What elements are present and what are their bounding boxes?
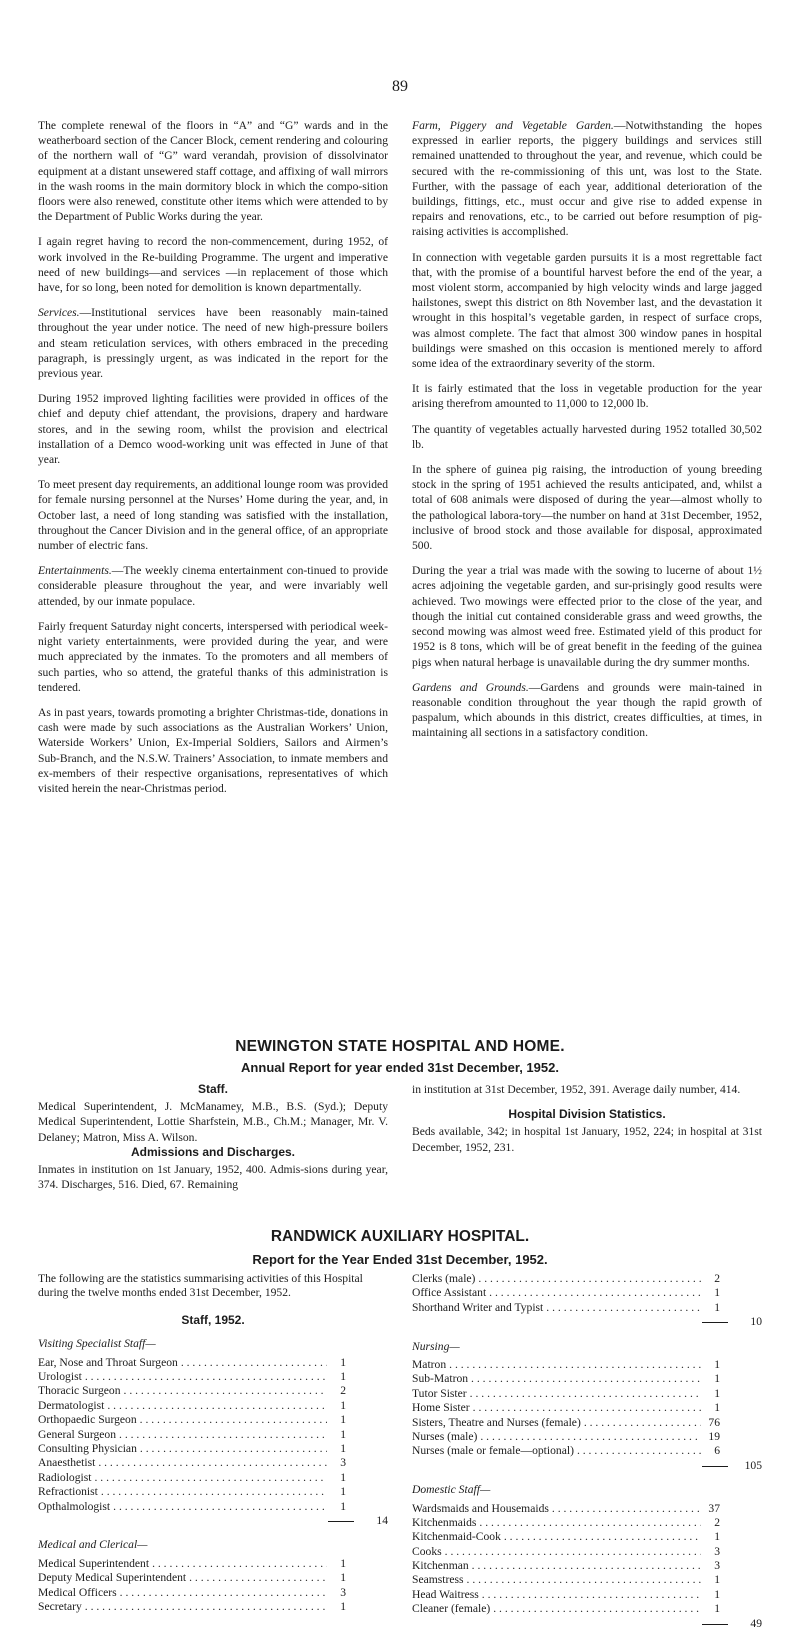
- staff-row: [412, 1430, 762, 1444]
- paragraph-text: In connection with vegetable garden pursuits it is a most regrettable fact that, with the promise of a bountiful harvest before the end of the year, a most violent storm, accompanied by high velocity winds and large jagged hailstones, swept this district on 8th November last, and the devastation it wrought in this hospital’s vegetable garden, in respect of surface crops, was almost complete. The fact that almost 300 window panes in hospital buildings were smashed on this occasion is mentioned merely to afford some idea of the extraordinary severity of the storm.: [412, 250, 762, 371]
- dot-leader: [98, 1456, 327, 1470]
- staff-role: Thoracic Surgeon: [38, 1384, 121, 1398]
- paragraph-text: —The weekly cinema entertainment con-tinued to provide considerable pleasure throughout the year, and were invariably well attended, by our inmate populace.: [38, 564, 388, 608]
- staff-count: 3: [340, 1456, 346, 1470]
- newington-admissions-text: Inmates in institution on 1st January, 1952, 400. Admis-sions during year, 374. Discharges, 516. Died, 67. Remaining: [38, 1163, 388, 1192]
- staff-count: 1: [340, 1370, 346, 1384]
- staff-role: Nurses (male or female—optional): [412, 1444, 574, 1458]
- staff-role: Cleaner (female): [412, 1602, 491, 1616]
- dot-leader: [94, 1471, 327, 1485]
- staff-row: [412, 1502, 762, 1516]
- staff-count: 1: [340, 1485, 346, 1499]
- paragraph-lead: Gardens and Grounds.: [412, 680, 529, 694]
- paragraph-text: —Notwithstanding the hopes expressed in earlier reports, the piggery buildings and services still remained unattended to throughout the year, and revenue, which could be secured with the re-commissioning of this unt, was lost to the State. Further, with the passage of each year, additional deterioration of the buildings, fittings, etc., must occur and give rise to added expense in repairs and renovations, etc., to be carried out before resumption of pig-raising activities is accomplished.: [412, 119, 762, 239]
- staff-row: [38, 1356, 388, 1370]
- staff-role: Office Assistant: [412, 1286, 487, 1300]
- dot-leader: [546, 1301, 701, 1315]
- staff-row: [412, 1588, 762, 1602]
- staff-count: 1: [714, 1300, 720, 1314]
- newington-subtitle: Annual Report for year ended 31st December, 1952.: [241, 1060, 559, 1075]
- staff-role: Dermatologist: [38, 1398, 105, 1412]
- group-total: [412, 1315, 762, 1329]
- newington-staff-heading: Staff.: [198, 1082, 228, 1096]
- dot-leader: [101, 1485, 327, 1499]
- paragraph: [38, 619, 388, 695]
- paragraph-text: As in past years, towards promoting a brighter Christmas-tide, donations in cash were made by such associations as the Australian Workers’ Union, Waterside Workers’ Union, Ex-Imperial Soldiers, Sailors and Airmen’s Sub-Branch, and the N.S.W. Trainers’ Association, to inmate members and ex-members of their respective organisations, representatives of which visited herein the near-Christmas period.: [38, 705, 388, 795]
- staff-count: 1: [340, 1413, 346, 1427]
- dot-leader: [152, 1557, 327, 1571]
- staff-count: 1: [340, 1427, 346, 1441]
- dot-leader: [107, 1399, 327, 1413]
- staff-row: [38, 1600, 388, 1614]
- paragraph: [412, 422, 762, 452]
- report-body-columns: [38, 118, 762, 806]
- staff-role: Radiologist: [38, 1470, 92, 1484]
- dot-leader: [471, 1372, 701, 1386]
- paragraph: [38, 563, 388, 609]
- paragraph-lead: Services.: [38, 306, 80, 320]
- randwick-section: [38, 1272, 762, 1631]
- randwick-left: [38, 1272, 388, 1631]
- staff-count: 1: [714, 1530, 720, 1544]
- staff-role: Sub-Matron: [412, 1372, 469, 1386]
- staff-row: [38, 1442, 388, 1456]
- total-value: 105: [744, 1458, 762, 1472]
- staff-role: Clerks (male): [412, 1272, 476, 1285]
- dot-leader: [85, 1370, 327, 1384]
- staff-role: Home Sister: [412, 1401, 470, 1415]
- staff-row: [38, 1413, 388, 1427]
- dot-leader: [479, 1516, 701, 1530]
- newington-admissions-heading: Admissions and Discharges.: [130, 1144, 296, 1159]
- dot-leader: [124, 1384, 327, 1398]
- staff-role: Secretary: [38, 1599, 82, 1613]
- total-rule: [328, 1521, 354, 1528]
- staff-role: Orthopaedic Surgeon: [38, 1413, 137, 1427]
- staff-row: [38, 1428, 388, 1442]
- staff-count: 1: [340, 1355, 346, 1369]
- paragraph: [412, 250, 762, 372]
- staff-row: [38, 1557, 388, 1571]
- total-rule: [702, 1322, 728, 1329]
- staff-count: 1: [340, 1599, 346, 1613]
- staff-count: 1: [714, 1357, 720, 1371]
- newington-left: [38, 1082, 388, 1192]
- staff-role: Seamstress: [412, 1573, 464, 1587]
- staff-count: 1: [714, 1602, 720, 1616]
- paragraph-lead: Entertainments.: [38, 564, 112, 578]
- staff-row: [412, 1416, 762, 1430]
- staff-row: [412, 1401, 762, 1415]
- dot-leader: [472, 1559, 701, 1573]
- paragraph-text: —Institutional services have been reasonably main-tained throughout the year under notice. The need of new high-pressure boilers and steam reticulation services, with others embraced in the preceding paragraph, is pressingly urgent, as was indicated in the report for the previous year.: [38, 306, 388, 381]
- staff-count: 1: [340, 1398, 346, 1412]
- paragraph: [38, 705, 388, 796]
- staff-count: 1: [714, 1587, 720, 1601]
- paragraph-lead: Farm, Piggery and Vegetable Garden.: [412, 119, 614, 132]
- dot-leader: [119, 1428, 327, 1442]
- dot-leader: [489, 1286, 701, 1300]
- staff-count: 37: [708, 1501, 720, 1515]
- staff-row: [38, 1456, 388, 1470]
- dot-leader: [504, 1530, 701, 1544]
- dot-leader: [467, 1573, 701, 1587]
- staff-role: Kitchenmaid-Cook: [412, 1530, 501, 1544]
- staff-row: [412, 1573, 762, 1587]
- staff-role: Refractionist: [38, 1485, 98, 1499]
- staff-row: [412, 1372, 762, 1386]
- total-value: 10: [750, 1315, 762, 1329]
- staff-role: Shorthand Writer and Typist: [412, 1300, 544, 1314]
- total-rule: [702, 1466, 728, 1473]
- staff-count: 3: [714, 1559, 720, 1573]
- paragraph-text: In the sphere of guinea pig raising, the introduction of young breeding stock in the spring of 1951 achieved the results anticipated, and, whilst a total of 608 animals were disposed of during the year—almost wholly to the pathological labora-tory—the number on hand at 31st December, 1952, inclusive of brood stock and those available for disposal, approximated 500.: [412, 463, 762, 553]
- dot-leader: [470, 1387, 701, 1401]
- paragraph-text: It is fairly estimated that the loss in vegetable production for the year arising therefrom amounted to 11,000 to 12,000 lb.: [412, 382, 762, 411]
- paragraph-text: During the year a trial was made with the sowing to lucerne of about 1½ acres adjoining the vegetable garden, and sur-prisingly good results were achieved. Two mowings were effected prior to the close of the year, and though the initial cut contained considerable grass and weed growths, the second mowing was almost weed free. Estimated yield of this product for 1952 is 8 tons, which will be of great benefit in the feeding of the guinea pigs when natural herbage is unavailable during the dry summer months.: [412, 564, 762, 669]
- staff-row: [412, 1301, 762, 1315]
- staff-row: [412, 1444, 762, 1458]
- dot-leader: [140, 1442, 327, 1456]
- group-total: [38, 1514, 388, 1528]
- paragraph: [412, 680, 762, 741]
- staff-role: Medical Superintendent: [38, 1556, 150, 1570]
- paragraph-text: The complete renewal of the floors in “A” and “G” wards and in the weatherboard section of the Cancer Block, cement rendering and colouring of the northern wall of “G” ward verandah, provision of dissolvinator equipment at a distant unsewered staff cottage, and affixing of wall mirrors in the wash rooms in the main dormitory block in which the compo-sition floors were also renewed, constitute other items which were attended to by the Department of Public Works during the year.: [38, 119, 388, 224]
- paragraph-text: I again regret having to record the non-commencement, during 1952, of work involved in the Re-building Programme. The urgent and imperative need of new buildings—and services —in replacement of those which have, for so long, been noted for demolition is known departmentally.: [38, 235, 388, 295]
- staff-role: Kitchenman: [412, 1559, 469, 1573]
- newington-staff-text: Medical Superintendent, J. McManamey, M.B., B.S. (Syd.); Deputy Medical Superintendent, Lottie Sharfstein, M.B., Ch.M.; Manager, Mr. V. Delaney; Matron, Miss A. Wilson.: [38, 1100, 388, 1144]
- staff-role: Medical Officers: [38, 1585, 117, 1599]
- total-rule: [702, 1624, 728, 1631]
- staff-row: [38, 1384, 388, 1398]
- paragraph: [38, 234, 388, 295]
- left-column: [38, 118, 388, 806]
- staff-count: 2: [714, 1515, 720, 1529]
- newington-hospital-text: Beds available, 342; in hospital 1st January, 1952, 224; in hospital at 31st December, 1952, 231.: [412, 1125, 762, 1154]
- staff-role: Sisters, Theatre and Nurses (female): [412, 1415, 581, 1429]
- dot-leader: [445, 1545, 701, 1559]
- staff-count: 1: [714, 1372, 720, 1386]
- staff-count: 3: [714, 1544, 720, 1558]
- staff-count: 1: [340, 1499, 346, 1513]
- dot-leader: [478, 1272, 701, 1286]
- staff-count: 76: [708, 1415, 720, 1429]
- staff-count: 1: [714, 1401, 720, 1415]
- dot-leader: [120, 1586, 327, 1600]
- dot-leader: [577, 1444, 701, 1458]
- dot-leader: [189, 1571, 327, 1585]
- staff-role: Tutor Sister: [412, 1386, 467, 1400]
- staff-row: [38, 1370, 388, 1384]
- staff-row: [38, 1571, 388, 1585]
- paragraph: [38, 118, 388, 224]
- staff-role: General Surgeon: [38, 1427, 117, 1441]
- paragraph-text: Fairly frequent Saturday night concerts, interspersed with periodical week-night variety entertainments, were provided during the year, and were much appreciated by the inmates. To the promoters and all members of such parties, who so attend, the grateful thanks of this administration is tendered.: [38, 619, 388, 694]
- staff-role: Consulting Physician: [38, 1441, 137, 1455]
- staff-count: 1: [714, 1573, 720, 1587]
- randwick-staff-heading: Staff, 1952.: [181, 1312, 245, 1327]
- dot-leader: [85, 1600, 327, 1614]
- right-column: [412, 118, 762, 806]
- total-value: 14: [376, 1513, 388, 1527]
- staff-role: Cooks: [412, 1544, 442, 1558]
- dot-leader: [552, 1502, 701, 1516]
- dot-leader: [482, 1588, 701, 1602]
- newington-right: [412, 1082, 762, 1192]
- staff-row: [38, 1471, 388, 1485]
- dot-leader: [493, 1602, 701, 1616]
- staff-count: 1: [340, 1470, 346, 1484]
- paragraph: [412, 462, 762, 553]
- staff-count: 6: [714, 1444, 720, 1458]
- staff-role: Anaesthetist: [38, 1456, 96, 1470]
- staff-row: [38, 1586, 388, 1600]
- dot-leader: [140, 1413, 327, 1427]
- randwick-title: RANDWICK AUXILIARY HOSPITAL.: [270, 1228, 530, 1245]
- paragraph-text: During 1952 improved lighting facilities were provided in offices of the chief and deputy chief attendant, the provisions, drapery and hardware stores, and in the sewing room, whilst the provision and electrical installation of a Demco wood-working unit was effected in June of that year.: [38, 392, 388, 467]
- staff-role: Ear, Nose and Throat Surgeon: [38, 1355, 178, 1369]
- dot-leader: [584, 1416, 701, 1430]
- staff-role: Deputy Medical Superintendent: [38, 1571, 187, 1585]
- newington-section: [38, 1082, 762, 1192]
- paragraph-text: The quantity of vegetables actually harvested during 1952 totalled 30,502 lb.: [412, 422, 762, 451]
- paragraph: [38, 391, 388, 467]
- staff-count: 1: [714, 1286, 720, 1300]
- staff-row: [412, 1286, 762, 1300]
- paragraph-text: —Gardens and grounds were main-tained in reasonable condition throughout the year though the rapid growth of paspalum, which abounds in this district, creates difficulties, at times, in maintaining all sections in a satisfactory condition.: [412, 680, 762, 740]
- randwick-right: [412, 1272, 762, 1631]
- paragraph: [38, 477, 388, 553]
- staff-row: [412, 1387, 762, 1401]
- newington-hospital-heading: Hospital Division Statistics.: [508, 1107, 666, 1122]
- staff-row: [412, 1272, 762, 1286]
- staff-row: [412, 1545, 762, 1559]
- paragraph-text: To meet present day requirements, an additional lounge room was provided for female nursing personnel at the Nurses’ Home during the year, and, in October last, a need of long standing was satisfied with the installation, throughout the Cancer Division and in the general office, of an appropriate number of electric fans.: [38, 478, 388, 553]
- staff-count: 1: [340, 1571, 346, 1585]
- staff-row: [412, 1516, 762, 1530]
- staff-role: Head Waitress: [412, 1587, 479, 1601]
- paragraph: [412, 118, 762, 240]
- dot-leader: [480, 1430, 701, 1444]
- staff-count: 19: [708, 1429, 720, 1443]
- staff-role: Matron: [412, 1357, 447, 1371]
- staff-count: 2: [714, 1272, 720, 1285]
- dot-leader: [449, 1358, 701, 1372]
- staff-count: 1: [714, 1386, 720, 1400]
- staff-role: Urologist: [38, 1370, 82, 1384]
- page-number: 89: [392, 78, 408, 95]
- dot-leader: [113, 1500, 327, 1514]
- newington-admissions-cont: in institution at 31st December, 1952, 391. Average daily number, 414.: [412, 1083, 741, 1096]
- total-value: 49: [750, 1616, 762, 1630]
- staff-row: [412, 1602, 762, 1616]
- dot-leader: [181, 1356, 327, 1370]
- staff-count: 3: [340, 1585, 346, 1599]
- group-total: [412, 1459, 762, 1473]
- domestic-heading: Domestic Staff—: [412, 1483, 491, 1497]
- staff-role: Opthalmologist: [38, 1499, 111, 1513]
- randwick-subtitle: Report for the Year Ended 31st December, 1952.: [252, 1252, 548, 1267]
- staff-count: 1: [340, 1556, 346, 1570]
- randwick-intro: The following are the statistics summarising activities of this Hospital during the twelve months ended 31st December, 1952.: [38, 1272, 363, 1300]
- staff-row: [412, 1358, 762, 1372]
- paragraph: [412, 563, 762, 669]
- staff-row: [38, 1500, 388, 1514]
- medical-heading: Medical and Clerical—: [38, 1538, 148, 1552]
- visiting-heading: Visiting Specialist Staff—: [38, 1337, 156, 1351]
- paragraph: [38, 305, 388, 381]
- staff-role: Nurses (male): [412, 1429, 478, 1443]
- staff-row: [412, 1559, 762, 1573]
- staff-count: 1: [340, 1441, 346, 1455]
- newington-title: NEWINGTON STATE HOSPITAL AND HOME.: [235, 1038, 565, 1055]
- staff-row: [412, 1530, 762, 1544]
- paragraph: [412, 381, 762, 411]
- nursing-heading: Nursing—: [412, 1339, 460, 1353]
- staff-role: Wardsmaids and Housemaids: [412, 1501, 549, 1515]
- staff-role: Kitchenmaids: [412, 1515, 477, 1529]
- staff-row: [38, 1399, 388, 1413]
- staff-row: [38, 1485, 388, 1499]
- staff-count: 2: [340, 1384, 346, 1398]
- dot-leader: [473, 1401, 701, 1415]
- group-total: [412, 1617, 762, 1631]
